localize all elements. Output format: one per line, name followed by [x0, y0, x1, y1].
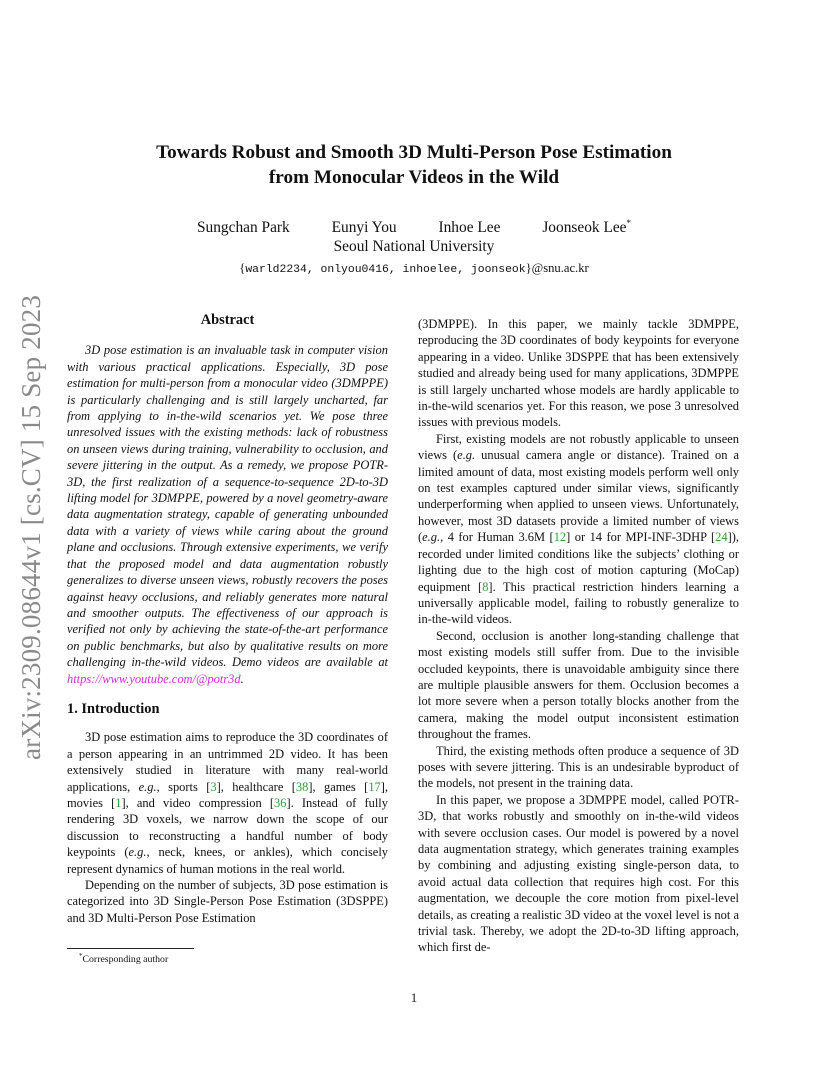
- text-run: e.g.: [422, 530, 441, 545]
- footnote-mark: *: [79, 952, 83, 960]
- footnote-text: Corresponding author: [82, 954, 169, 965]
- text-run: e.g.: [128, 845, 147, 860]
- abstract-heading: Abstract: [200, 312, 255, 328]
- section-heading-introduction: 1. Introduction: [67, 700, 160, 717]
- footnote: [79, 952, 168, 965]
- citation-link[interactable]: 38: [295, 779, 309, 794]
- text-run: ], movies [: [67, 779, 389, 810]
- text-run: unusual camera angle or distance). Trained on a limited amount of data, most existing models perform well only on test examples captured under similar views, significantly underperforming when applied to unseen views. Unfortunately, however, most 3D datasets provide a limited number of views (: [418, 448, 739, 545]
- abstract-end: .: [240, 671, 244, 686]
- author-name: Sungchan Park: [196, 219, 290, 236]
- abstract-text: [67, 342, 388, 687]
- text-run: ] or 14 for MPI-INF-3DHP [: [566, 530, 716, 545]
- intro-paragraph-6: Third, the existing methods often produce a sequence of 3D poses with severe jittering. This is an undesirable byproduct of the models, not present in the training data.: [418, 743, 739, 791]
- intro-paragraph-3: (3DMPPE). In this paper, we mainly tackle 3DMPPE, reproducing the 3D coordinates of body keypoints for everyone appearing in a video. Unlike 3DSPPE that has been extensively studied and already being used for many applications, 3DMPPE is still largely uncharted whose models are hardly applicable to in-the-wild scenarios yet. For this reason, we pose 3 unresolved issues with previous models.: [418, 317, 739, 430]
- intro-paragraph-7: In this paper, we propose a 3DMPPE model, called POTR-3D, that works robustly and smoothly on in-the-wild videos with severe occlusion cases. Our model is powered by a novel data augmentation strategy, which generates training examples by combining and adjusting existing single-person data, to avoid actual data collection that requires high cost. For this augmentation, we decouple the core motion from pixel-level details, as creating a realistic 3D video at the voxel level is not a trivial task. Thereby, we adopt the 2D-to-3D lifting approach, which first de-: [418, 792, 739, 955]
- author-name: Eunyi You: [331, 219, 397, 236]
- citation-link[interactable]: 24: [715, 530, 728, 545]
- intro-paragraph-5: Second, occlusion is another long-standing challenge that most existing models still suffer from. Due to the invisible occluded keypoints, there is unavoidable ambiguity since there are multiple plausible answers for them. Occlusion becomes a lot more severe when a person totally blocks another from the camera, making the model output inconsistent estimation throughout the frames.: [418, 628, 739, 742]
- text-run: e.g.: [457, 448, 476, 463]
- footnote-divider: [67, 948, 194, 949]
- text-run: , sports [: [156, 779, 211, 794]
- title-line-2: from Monocular Videos in the Wild: [268, 167, 560, 188]
- demo-video-link[interactable]: https://www.youtube.com/@potr3d: [67, 671, 241, 686]
- left-column: [67, 312, 388, 926]
- author-name: Inhoe Lee: [438, 219, 501, 236]
- abstract-body: 3D pose estimation is an invaluable task in computer vision with various practical applications. Especially, 3D pose estimation for multi-person from a monocular video (3DMPPE) is particularly challenging and is still largely uncharted, far from applying to in-the-wild scenarios yet. We pose three unresolved issues with the existing methods: lack of robustness on unseen views during training, vulnerability to occlusion, and severe jittering in the output. As a remedy, we propose POTR-3D, the first realization of a sequence-to-sequence 2D-to-3D lifting model for 3DMPPE, powered by a novel geometry-aware data augmentation strategy, capable of generating unbounded data with a variety of views while caring about the ground plane and occlusions. Through extensive experiments, we verify that the proposed model and data augmentation robustly generalizes to diverse unseen views, robustly recovers the poses against heavy occlusions, and reliably generates more natural and smoother outputs. The effectiveness of our approach is verified not only by achieving the state-of-the-art performance on public benchmarks, but also by qualitative results on more challenging in-the-wild videos. Demo videos are available at: [67, 343, 388, 670]
- text-run: ]. Instead of fully rendering 3D voxels, we narrow down the scope of our discussion to reconstructing a handful number of body keypoints (: [67, 795, 388, 860]
- citation-link[interactable]: 12: [553, 530, 567, 545]
- author-emails: [100, 261, 728, 276]
- citation-link[interactable]: 1: [115, 795, 122, 810]
- paper-title: [100, 140, 728, 190]
- text-run: , neck, knees, or ankles), which concisely represent dynamics of human motions in the real world.: [67, 845, 389, 876]
- intro-paragraph-4: [418, 431, 739, 628]
- author-name: Joonseok Lee: [542, 219, 627, 236]
- citation-link[interactable]: 17: [368, 779, 381, 794]
- intro-paragraph-1: [67, 729, 388, 877]
- email-handles: warld2234, onlyou0416, inhoelee, joonseok: [245, 264, 526, 276]
- text-run: ], and video compression [: [121, 795, 275, 810]
- title-line-1: Towards Robust and Smooth 3D Multi-Person Pose Estimation: [156, 142, 672, 163]
- text-run: ]), recorded under limited conditions like the subjects’ clothing or lighting due to the high cost of motion capturing (MoCap) equipment [: [418, 530, 739, 594]
- corresponding-mark: *: [626, 218, 632, 228]
- citation-link[interactable]: 8: [482, 579, 489, 594]
- author-name-corresponding: [542, 218, 631, 237]
- right-column: [418, 316, 739, 956]
- author-list: [100, 218, 728, 237]
- text-run: , 4 for Human 3.6M [: [440, 530, 554, 545]
- affiliation: Seoul National University: [333, 238, 495, 255]
- text-run: 3D pose estimation aims to reproduce the 3D coordinates of a person appearing in an untrimmed 2D video. It has been extensively studied in literature with many real-world applications,: [67, 730, 388, 794]
- text-run: First, existing models are not robustly applicable to unseen views (: [418, 431, 739, 463]
- text-run: e.g.: [138, 779, 157, 794]
- text-run: ]. This practical restriction hinders learning a universally applicable model, failing to robustly generalize to in-the-wild videos.: [418, 579, 739, 627]
- email-brace-open: {: [239, 261, 246, 275]
- page-number: 1: [410, 991, 418, 1005]
- citation-link[interactable]: 3: [210, 779, 217, 794]
- abstract-section: [67, 312, 388, 687]
- arxiv-identifier: arXiv:2309.08644v1 [cs.CV] 15 Sep 2023: [16, 294, 46, 760]
- text-run: ], games [: [308, 779, 369, 794]
- intro-paragraph-2: Depending on the number of subjects, 3D pose estimation is categorized into 3D Single-Person Pose Estimation (3DSPPE) and 3D Multi-Person Pose Estimation: [67, 878, 388, 925]
- email-domain: }@snu.ac.kr: [525, 261, 589, 275]
- text-run: ], healthcare [: [216, 779, 296, 794]
- citation-link[interactable]: 36: [274, 795, 287, 810]
